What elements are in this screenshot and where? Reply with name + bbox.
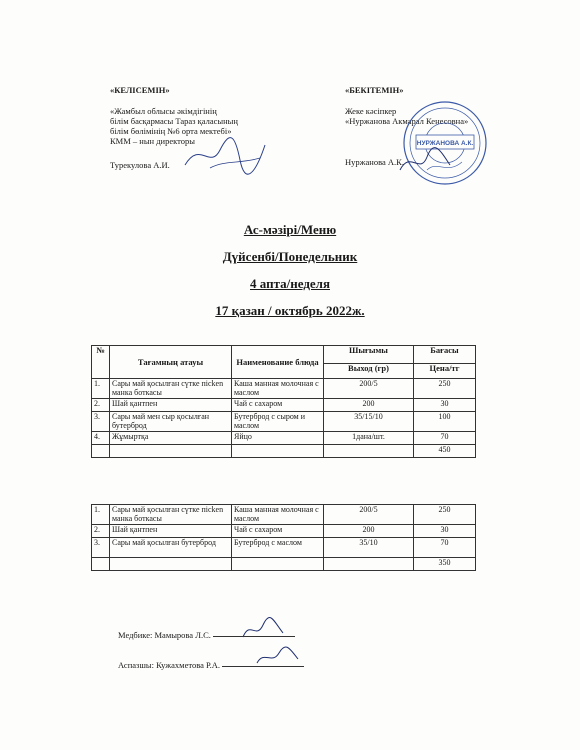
title-day: Дүйсенбі/Понедельник (222, 249, 358, 264)
cell-no: 2. (92, 525, 110, 538)
cell-total: 350 (414, 558, 476, 571)
table-row (92, 525, 476, 538)
cell-total: 450 (414, 445, 476, 458)
cell-name-ru: Каша манная молочная с маслом (232, 505, 324, 525)
cell-yield: 35/10 (324, 538, 414, 558)
cook-signature (252, 645, 302, 670)
table-row (92, 432, 476, 445)
approval-left-signer: Турекулова А.И. (110, 160, 170, 170)
cell-name-ru: Чай с сахаром (232, 525, 324, 538)
header-price-ru: Цена/тг (414, 364, 476, 379)
cook-label: Аспазшы: Кужахметова Р.А. (118, 660, 221, 670)
table-total-row (92, 558, 476, 571)
approval-left-line: КММ – нын директоры (110, 136, 195, 146)
header-name-kz: Тағамның атауы (110, 346, 232, 379)
cell-no: 1. (92, 505, 110, 525)
cell-name-kz: Сары май мен сыр қосылған бутерброд (110, 412, 232, 432)
cell-yield: 200 (324, 399, 414, 412)
cell-price: 30 (414, 399, 476, 412)
header-no: № (92, 346, 110, 379)
table-row (92, 399, 476, 412)
approval-left-line: білім бөлімінің №6 орта мектебі» (110, 126, 232, 136)
cell-name-kz: Сары май қосылған сүтке пісken манка боткасы (110, 379, 232, 399)
approval-right-line: «Нуржанова Акмарал Кенесовна» (345, 116, 469, 126)
cell-no: 3. (92, 538, 110, 558)
cell-no: 3. (92, 412, 110, 432)
cell-price: 70 (414, 538, 476, 558)
title-date: 17 қазан / октябрь 2022ж. (215, 303, 365, 318)
cell-yield: 1дана/шт. (324, 432, 414, 445)
cell-price: 250 (414, 379, 476, 399)
cell-name-kz: Сары май қосылған сүтке пісken манка боткасы (110, 505, 232, 525)
header-yield-kz: Шығымы (324, 346, 414, 364)
table-row (92, 379, 476, 399)
approval-left-line: «Жамбыл облысы әкімдігінің (110, 106, 217, 116)
header-price-kz: Бағасы (414, 346, 476, 364)
cell-name-kz: Шай қантпен (110, 399, 232, 412)
cell-no: 4. (92, 432, 110, 445)
cell-yield: 200/5 (324, 379, 414, 399)
title-menu: Ас-мәзірі/Меню (243, 222, 337, 237)
cell-name-kz: Жұмыртқа (110, 432, 232, 445)
nurse-label: Медбике: Мамырова Л.С. (118, 630, 211, 640)
menu-table-2 (91, 504, 476, 571)
cell-price: 30 (414, 525, 476, 538)
cell-name-ru: Каша манная молочная с маслом (232, 379, 324, 399)
table-row (92, 505, 476, 525)
cell-name-kz: Сары май қосылған бутерброд (110, 538, 232, 558)
cell-price: 100 (414, 412, 476, 432)
header-name-ru: Наименование блюда (232, 346, 324, 379)
cell-name-ru: Чай с сахаром (232, 399, 324, 412)
cell-name-ru: Бутерброд с маслом (232, 538, 324, 558)
stamp-text: НУРЖАНОВА А.К. (416, 140, 474, 147)
approval-right-signer: Нуржанова А.К. (345, 157, 404, 167)
approval-right-title: «БЕКІТЕМІН» (345, 85, 404, 95)
header-yield-ru: Выход (гр) (324, 364, 414, 379)
approval-left-line: білім басқармасы Тараз қаласының (110, 116, 238, 126)
table-total-row (92, 445, 476, 458)
menu-table-1 (91, 345, 476, 458)
table-row (92, 412, 476, 432)
menu-titles (0, 223, 580, 331)
cell-yield: 35/15/10 (324, 412, 414, 432)
cell-no: 2. (92, 399, 110, 412)
owner-signature (395, 145, 455, 180)
cell-name-ru: Бутерброд с сыром и маслом (232, 412, 324, 432)
table-header-row (92, 346, 476, 364)
table-row (92, 538, 476, 558)
cell-yield: 200 (324, 525, 414, 538)
director-signature (180, 130, 270, 180)
cell-price: 250 (414, 505, 476, 525)
cell-name-ru: Яйцо (232, 432, 324, 445)
title-week: 4 апта/неделя (250, 276, 330, 291)
cell-no: 1. (92, 379, 110, 399)
cell-yield: 200/5 (324, 505, 414, 525)
cell-name-kz: Шай қантпен (110, 525, 232, 538)
cell-price: 70 (414, 432, 476, 445)
approval-left-title: «КЕЛІСЕМІН» (110, 85, 170, 95)
approval-right-line: Жеке кәсіпкер (345, 106, 397, 116)
nurse-signature (238, 615, 288, 645)
